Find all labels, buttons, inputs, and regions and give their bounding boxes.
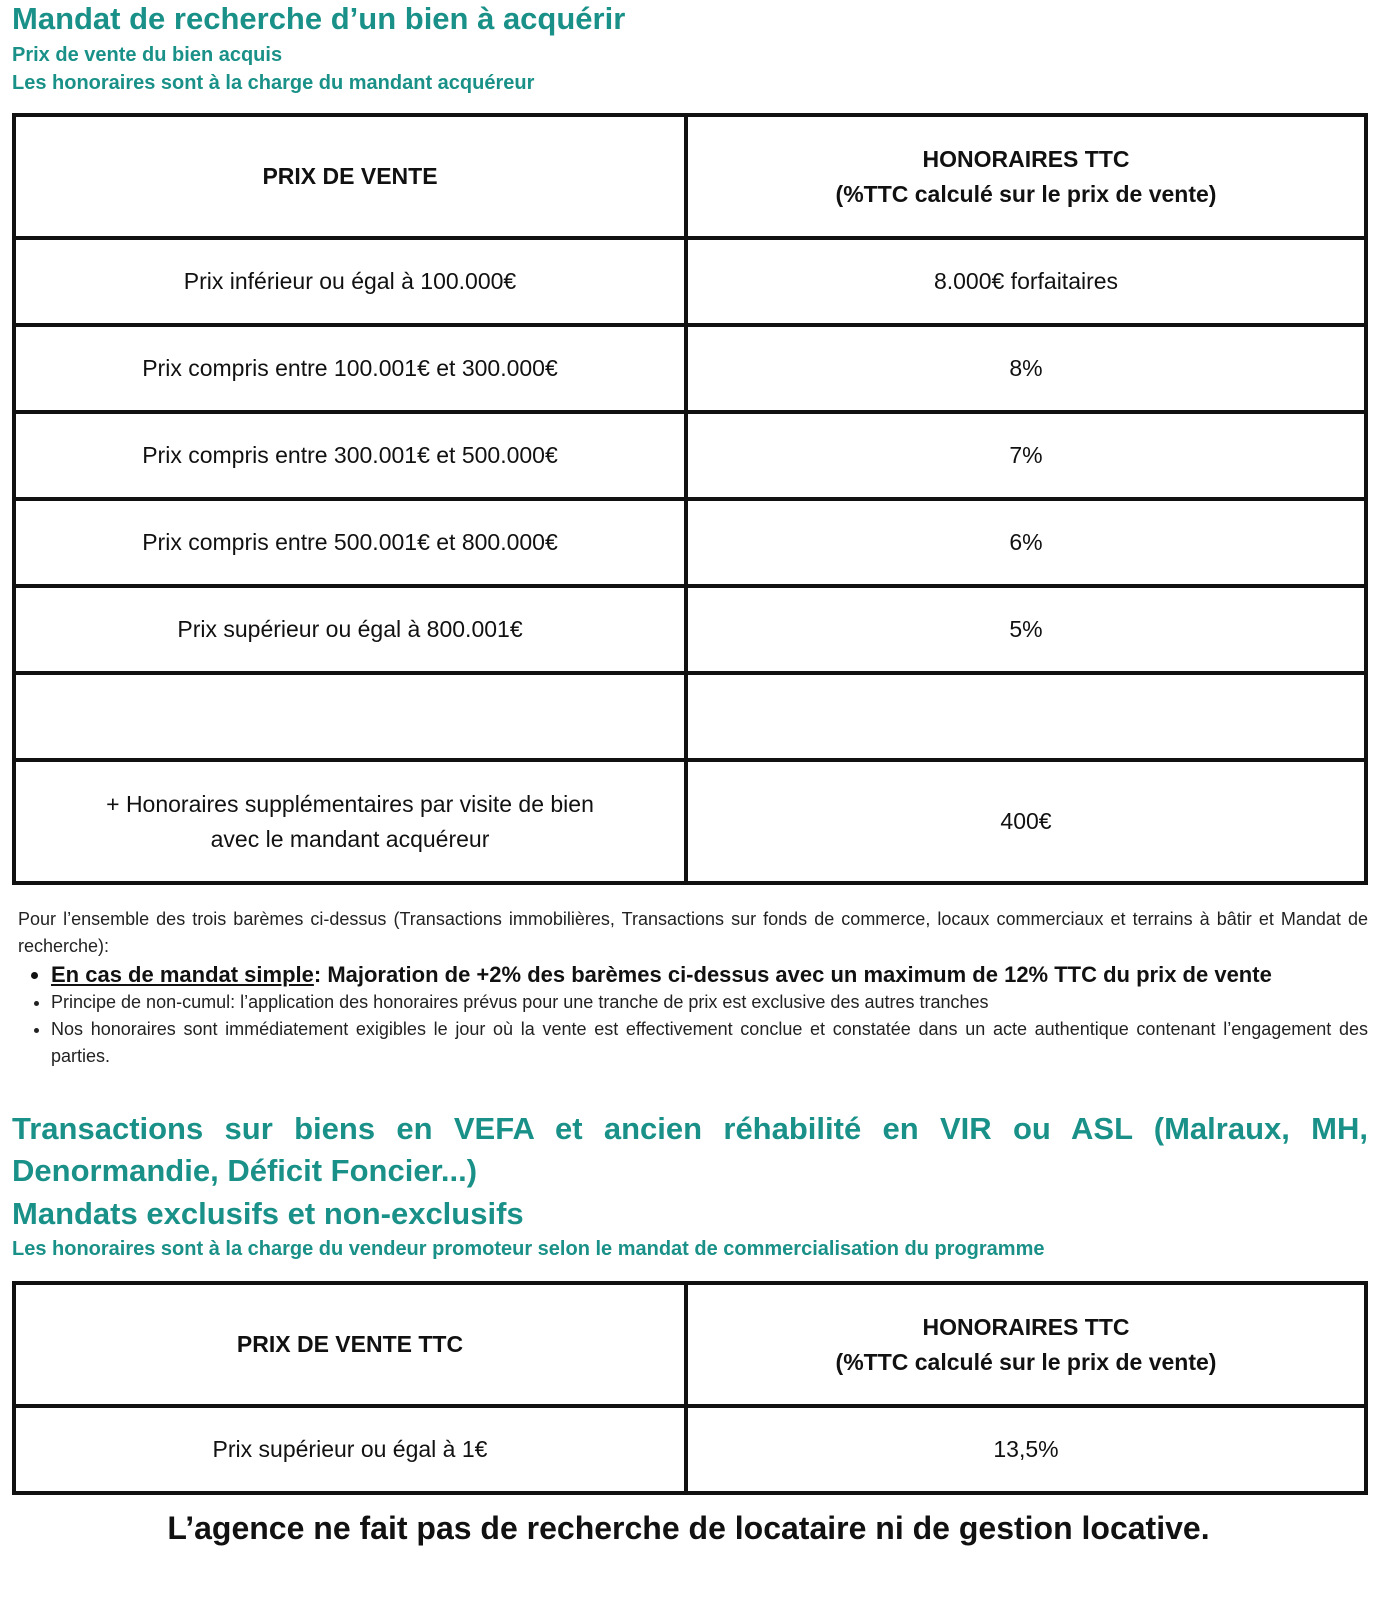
fee-cell: 7% xyxy=(686,412,1366,499)
fee-cell: 8.000€ forfaitaires xyxy=(686,238,1366,325)
section1-subtitle-price: Prix de vente du bien acquis xyxy=(12,44,283,66)
table-row xyxy=(14,1406,1366,1493)
fee-table-search-mandate xyxy=(12,113,1368,885)
notes-intro: Pour l’ensemble des trois barèmes ci-dessus (Transactions immobilières, Transactions sur fonds de commerce, locaux commerciaux et terrains à bâtir et Mandat de recherche): xyxy=(18,909,1368,956)
fee-cell xyxy=(686,673,1366,760)
note-payment-due: • Nos honoraires sont immédiatement exigibles le jour où la vente est effectivement conclue et constatée dans un acte authentique contenant l’engagement des parties. xyxy=(51,1016,1368,1070)
table-row xyxy=(14,238,1366,325)
table-header-row xyxy=(14,1283,1366,1406)
section1-subtitle-fees: Les honoraires sont à la charge du mandant acquéreur xyxy=(12,72,535,94)
header-fees-title: HONORAIRES TTC xyxy=(922,1313,1130,1340)
table-row-empty xyxy=(14,673,1366,760)
fee-cell: 8% xyxy=(686,325,1366,412)
visit-fee-label xyxy=(14,760,686,883)
visit-fee-label-line1: + Honoraires supplémentaires par visite de bien xyxy=(106,790,594,817)
visit-fee-label-line2: avec le mandant acquéreur xyxy=(210,825,490,852)
table-header-row xyxy=(14,115,1366,238)
section2-title-mandates: Mandats exclusifs et non-exclusifs xyxy=(12,1196,524,1231)
header-price: PRIX DE VENTE xyxy=(14,115,686,238)
note-non-cumul: • Principe de non-cumul: l’application des honoraires prévus pour une tranche de prix est exclusive des autres tranches xyxy=(51,989,1368,1016)
header-fees xyxy=(686,115,1366,238)
note-simple-mandate xyxy=(51,960,1368,989)
section1-title: Mandat de recherche d’un bien à acquérir xyxy=(12,1,626,36)
price-cell xyxy=(14,673,686,760)
header-fees xyxy=(686,1283,1366,1406)
note-simple-mandate-text: : Majoration de +2% des barèmes ci-dessus avec un maximum de 12% TTC du prix de vente xyxy=(313,962,1272,987)
header-fees-note: (%TTC calculé sur le prix de vente) xyxy=(835,180,1217,207)
visit-fee-amount: 400€ xyxy=(686,760,1366,883)
price-cell: Prix compris entre 500.001€ et 800.000€ xyxy=(14,499,686,586)
header-price: PRIX DE VENTE TTC xyxy=(14,1283,686,1406)
section2-title: Transactions sur biens en VEFA et ancien réhabilité en VIR ou ASL (Malraux, MH, Denormandie, Déficit Foncier...) xyxy=(12,1111,1368,1188)
notes-list xyxy=(18,960,1368,1070)
note-simple-mandate-label: En cas de mandat simple xyxy=(51,962,314,987)
table-row xyxy=(14,325,1366,412)
price-cell: Prix compris entre 300.001€ et 500.000€ xyxy=(14,412,686,499)
header-fees-note: (%TTC calculé sur le prix de vente) xyxy=(835,1348,1217,1375)
fee-cell: 6% xyxy=(686,499,1366,586)
table-row xyxy=(14,412,1366,499)
header-fees-title: HONORAIRES TTC xyxy=(922,145,1130,172)
fee-cell: 5% xyxy=(686,586,1366,673)
table-row xyxy=(14,499,1366,586)
table-row-visit-fee xyxy=(14,760,1366,883)
table-row xyxy=(14,586,1366,673)
fee-table-vefa xyxy=(12,1281,1368,1495)
fee-cell: 13,5% xyxy=(686,1406,1366,1493)
agency-notice: L’agence ne fait pas de recherche de locataire ni de gestion locative. xyxy=(167,1510,1210,1546)
price-cell: Prix inférieur ou égal à 100.000€ xyxy=(14,238,686,325)
fee-notes xyxy=(18,906,1368,1070)
section2-subtitle: Les honoraires sont à la charge du vendeur promoteur selon le mandat de commercialisation du programme xyxy=(12,1238,1045,1260)
price-cell: Prix compris entre 100.001€ et 300.000€ xyxy=(14,325,686,412)
price-cell: Prix supérieur ou égal à 800.001€ xyxy=(14,586,686,673)
price-cell: Prix supérieur ou égal à 1€ xyxy=(14,1406,686,1493)
